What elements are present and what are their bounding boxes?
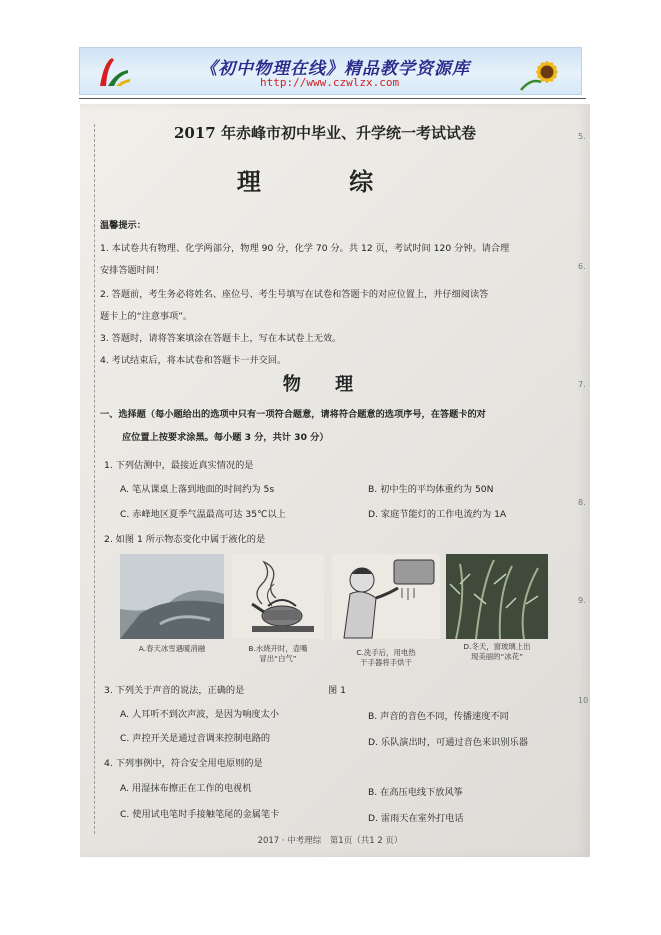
- question-stem: 2. 如图 1 所示物态变化中属于液化的是: [104, 534, 266, 545]
- figure-melting-ice: [120, 554, 224, 639]
- edge-question-number: 7.: [578, 380, 586, 389]
- figure-caption-c: C.洗手后，用电热: [356, 648, 416, 657]
- page-footer: 2017 · 中考理综 第1页（共1 2 页）: [257, 836, 403, 846]
- section-title: 物 理: [282, 374, 368, 395]
- option-d: D. 乐队演出时，可通过音色来识别乐器: [368, 737, 528, 748]
- option-b: B. 声音的音色不同，传播速度不同: [368, 711, 509, 722]
- figure-caption-b: B.水烧开时，壶嘴: [248, 644, 308, 653]
- logo-icon: [94, 52, 134, 92]
- option-d: D. 家庭节能灯的工作电流约为 1A: [368, 509, 507, 520]
- edge-question-number: 10: [578, 696, 589, 705]
- edge-question-number: 9.: [578, 596, 586, 605]
- option-b: B. 在高压电线下放风筝: [368, 787, 463, 798]
- notice-line: 安排答题时间！: [100, 265, 165, 276]
- figure-caption-d: D.冬天，窗玻璃上出: [463, 642, 531, 651]
- option-c: C. 赤峰地区夏季气温最高可达 35℃以上: [120, 509, 286, 520]
- notice-line: 4. 考试结束后，将本试卷和答题卡一并交回。: [100, 355, 287, 366]
- edge-question-number: 6.: [578, 262, 586, 271]
- option-c: C. 使用试电笔时手接触笔尾的金属笔卡: [120, 809, 280, 820]
- question-stem: 1. 下列估测中，最接近真实情况的是: [104, 460, 254, 471]
- notice-line: 2. 答题前，考生务必将姓名、座位号、考生号填写在试卷和答题卡的对应位置上，并仔细阅读答: [100, 289, 489, 300]
- banner-title: 《初中物理在线》精品教学资源库: [200, 59, 470, 79]
- figure-window-frost: [446, 554, 548, 639]
- notice-heading: 温馨提示：: [100, 220, 146, 231]
- banner-divider: [79, 98, 586, 99]
- option-c: C. 声控开关是通过音调来控制电路的: [120, 733, 271, 744]
- part-intro: 应位置上按要求涂黑。每小题 3 分，共计 30 分）: [122, 432, 329, 443]
- option-a: A. 笔从课桌上落到地面的时间约为 5s: [120, 484, 275, 495]
- notice-line: 3. 答题时，请将答案填涂在答题卡上，写在本试卷上无效。: [100, 333, 342, 344]
- option-a: A. 用湿抹布擦正在工作的电视机: [120, 783, 252, 794]
- option-a: A. 人耳听不到次声波，是因为响度太小: [120, 709, 279, 720]
- figure-boiling-kettle: [232, 554, 324, 639]
- exam-page: [80, 104, 590, 857]
- option-d: D. 雷雨天在室外打电话: [368, 813, 464, 824]
- banner-url[interactable]: http://www.czwlzx.com: [260, 76, 400, 89]
- question-stem: 4. 下列事例中，符合安全用电原则的是: [104, 758, 263, 769]
- notice-line: 题卡上的“注意事项”。: [100, 311, 193, 322]
- figure-caption-a: A.春天冰雪遇暖消融: [138, 644, 206, 653]
- option-b: B. 初中生的平均体重约为 50N: [368, 484, 494, 495]
- edge-question-number: 5.: [578, 132, 586, 141]
- part-intro: 一、选择题（每小题给出的选项中只有一项符合题意，请将符合题意的选项序号，在答题卡的对: [100, 409, 486, 420]
- sunflower-icon: [517, 52, 575, 92]
- figure-caption-c: 干手器将手烘干: [360, 658, 412, 667]
- figure-hand-dryer: [332, 554, 440, 639]
- figure-caption-d: 现美丽的“冰花”: [470, 652, 523, 661]
- question-stem: 3. 下列关于声音的说法，正确的是: [104, 685, 245, 696]
- figure-label: 图 1: [328, 685, 346, 696]
- edge-question-number: 8.: [578, 498, 586, 507]
- subject-title: 理 综: [236, 167, 414, 196]
- notice-line: 1. 本试卷共有物理、化学两部分，物理 90 分，化学 70 分。共 12 页，考试时间 120 分钟。请合理: [100, 243, 510, 254]
- site-banner: [79, 47, 582, 95]
- binding-margin: [94, 124, 96, 834]
- exam-title: 2017 年赤峰市初中毕业、升学统一考试试卷: [174, 124, 476, 142]
- figure-caption-b: 冒出“白气”: [259, 654, 297, 663]
